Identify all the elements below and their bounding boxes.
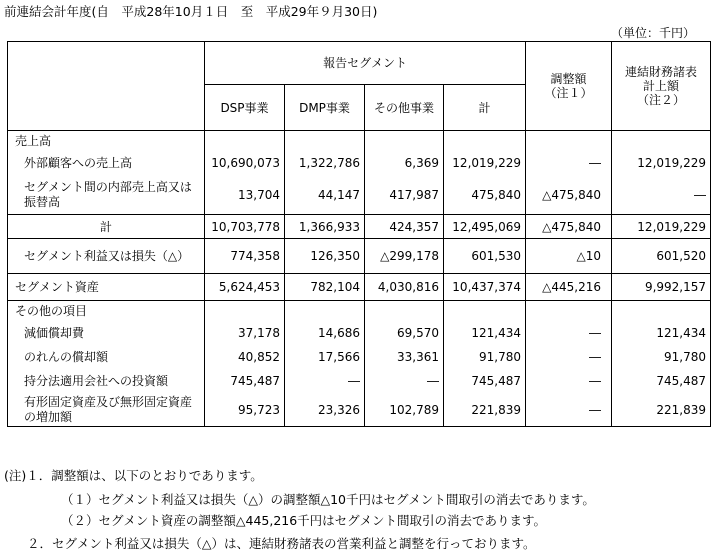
header-consolidated-line2: 計上額 [643, 79, 680, 93]
row-value-col5 [526, 301, 612, 321]
table-row [8, 215, 711, 239]
row-value-col2: 1,322,786 [285, 150, 365, 175]
row-value-col1 [205, 131, 285, 151]
table-row [8, 131, 711, 151]
row-value-col5 [526, 131, 612, 151]
page-title: 前連結会計年度(自 平成28年10月１日 至 平成29年９月30日) [4, 4, 378, 19]
unit-label: （単位：千円） [610, 26, 695, 40]
row-value-col5: △445,216 [526, 274, 612, 301]
header-adjustment [526, 42, 612, 131]
table-row [8, 368, 711, 393]
row-value-col1: 10,703,778 [205, 215, 285, 239]
row-value-col2: 126,350 [285, 239, 365, 274]
row-value-col1 [205, 301, 285, 321]
row-label: 減価償却費 [8, 320, 205, 345]
row-value-col2: 44,147 [285, 175, 365, 215]
row-value-col3: 102,789 [365, 393, 444, 427]
table-row [8, 274, 711, 301]
header-col-dmp: DMP事業 [285, 85, 365, 131]
row-value-col6 [612, 131, 711, 151]
note-2: ２．セグメント利益又は損失（△）は、連結財務諸表の営業利益と調整を行っております。 [27, 536, 536, 551]
row-value-col5: ― [526, 150, 612, 175]
table-row [8, 345, 711, 368]
row-value-col5: ― [526, 393, 612, 427]
row-value-col4 [444, 301, 526, 321]
segment-table [7, 41, 711, 427]
row-value-col6: 121,434 [612, 320, 711, 345]
row-value-col3: 6,369 [365, 150, 444, 175]
row-label: セグメント間の内部売上高又は振替高 [8, 175, 205, 215]
row-value-col3: ― [365, 368, 444, 393]
row-value-col2 [285, 301, 365, 321]
row-value-col6 [612, 301, 711, 321]
table-row [8, 239, 711, 274]
row-value-col6: 9,992,157 [612, 274, 711, 301]
table-row [8, 320, 711, 345]
row-value-col3: 33,361 [365, 345, 444, 368]
row-value-col1: 774,358 [205, 239, 285, 274]
row-value-col6: 91,780 [612, 345, 711, 368]
row-value-col1: 37,178 [205, 320, 285, 345]
row-value-col6: 12,019,229 [612, 150, 711, 175]
row-value-col1: 95,723 [205, 393, 285, 427]
row-value-col5: ― [526, 320, 612, 345]
row-value-col4: 475,840 [444, 175, 526, 215]
row-value-col4: 12,019,229 [444, 150, 526, 175]
row-value-col2: 1,366,933 [285, 215, 365, 239]
row-label: 持分法適用会社への投資額 [8, 368, 205, 393]
table-row [8, 175, 711, 215]
row-value-col3 [365, 301, 444, 321]
row-value-col5: ― [526, 345, 612, 368]
row-value-col6: 745,487 [612, 368, 711, 393]
row-value-col2: 17,566 [285, 345, 365, 368]
row-value-col1: 13,704 [205, 175, 285, 215]
header-adjustment-line2: （注１） [544, 86, 593, 100]
row-label: 有形固定資産及び無形固定資産の増加額 [8, 393, 205, 427]
row-value-col2: 782,104 [285, 274, 365, 301]
table-body [8, 131, 711, 427]
row-value-col6: 12,019,229 [612, 215, 711, 239]
row-label: セグメント利益又は損失（△） [8, 239, 205, 274]
row-value-col2: 14,686 [285, 320, 365, 345]
row-label: 売上高 [8, 131, 205, 151]
row-value-col4: 12,495,069 [444, 215, 526, 239]
row-value-col3: 424,357 [365, 215, 444, 239]
row-value-col3: △299,178 [365, 239, 444, 274]
note-1-2: （２）セグメント資産の調整額△445,216千円はセグメント間取引の消去であります。 [61, 513, 547, 528]
row-value-col4: 601,530 [444, 239, 526, 274]
row-value-col2: ― [285, 368, 365, 393]
row-value-col1: 745,487 [205, 368, 285, 393]
row-value-col4: 10,437,374 [444, 274, 526, 301]
row-value-col6: 601,520 [612, 239, 711, 274]
row-value-col3: 69,570 [365, 320, 444, 345]
row-value-col6: ― [612, 175, 711, 215]
header-reporting-segment: 報告セグメント [205, 42, 526, 85]
row-value-col1: 5,624,453 [205, 274, 285, 301]
row-value-col1: 10,690,073 [205, 150, 285, 175]
row-value-col2: 23,326 [285, 393, 365, 427]
row-value-col5: ― [526, 368, 612, 393]
row-label: 計 [8, 215, 205, 239]
table-row [8, 393, 711, 427]
row-value-col4: 745,487 [444, 368, 526, 393]
header-consolidated-line1: 連結財務諸表 [625, 65, 698, 79]
row-value-col4: 91,780 [444, 345, 526, 368]
row-label: のれんの償却額 [8, 345, 205, 368]
table-row [8, 301, 711, 321]
header-col-other: その他事業 [365, 85, 444, 131]
note-1: (注)１．調整額は、以下のとおりであります。 [4, 468, 263, 483]
header-consolidated-line3: （注２） [637, 93, 686, 107]
row-value-col3: 4,030,816 [365, 274, 444, 301]
row-value-col6: 221,839 [612, 393, 711, 427]
row-value-col5: △475,840 [526, 175, 612, 215]
header-col-dsp: DSP事業 [205, 85, 285, 131]
note-1-1: （１）セグメント利益又は損失（△）の調整額△10千円はセグメント間取引の消去であります。 [61, 492, 595, 507]
table-row [8, 150, 711, 175]
row-value-col3: 417,987 [365, 175, 444, 215]
row-value-col5: △10 [526, 239, 612, 274]
header-blank [8, 42, 205, 131]
row-label: 外部顧客への売上高 [8, 150, 205, 175]
row-value-col4: 121,434 [444, 320, 526, 345]
row-label: その他の項目 [8, 301, 205, 321]
row-value-col2 [285, 131, 365, 151]
row-value-col1: 40,852 [205, 345, 285, 368]
row-label: セグメント資産 [8, 274, 205, 301]
row-value-col4: 221,839 [444, 393, 526, 427]
row-value-col3 [365, 131, 444, 151]
row-value-col4 [444, 131, 526, 151]
row-value-col5: △475,840 [526, 215, 612, 239]
header-col-total: 計 [444, 85, 526, 131]
header-adjustment-line1: 調整額 [550, 72, 587, 86]
header-consolidated [612, 42, 711, 131]
